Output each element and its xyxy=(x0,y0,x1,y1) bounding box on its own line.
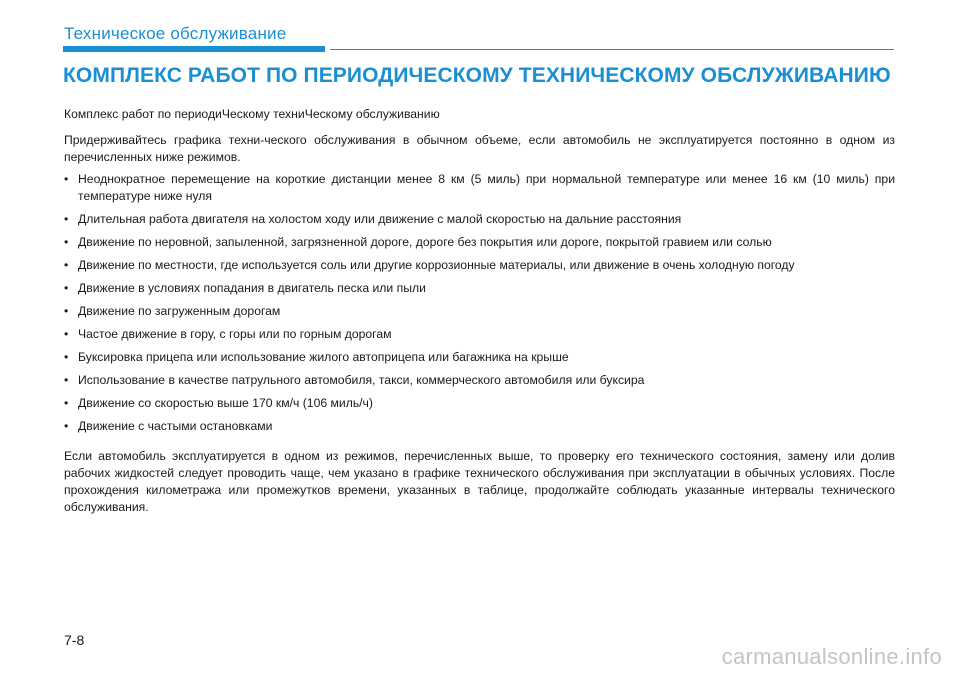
bullet-icon: • xyxy=(64,419,69,433)
bullet-icon: • xyxy=(64,373,69,387)
watermark: carmanualsonline.info xyxy=(721,644,942,669)
bullet-icon: • xyxy=(64,350,69,364)
list-item xyxy=(64,395,895,412)
list-item xyxy=(64,372,895,389)
list-item xyxy=(64,211,895,228)
bullet-icon: • xyxy=(64,281,69,295)
list-item xyxy=(64,303,895,320)
bullet-icon: • xyxy=(64,327,69,341)
bullet-icon: • xyxy=(64,235,69,249)
list-item-text: Неоднократное перемещение на короткие дистанции менее 8 км (5 миль) при нормальной температуре или менее 16 км (10 миль) при температуре ниже нуля xyxy=(78,172,895,203)
list-item xyxy=(64,257,895,274)
chapter-title: Техническое обслуживание xyxy=(64,24,287,43)
header-rule-thin xyxy=(330,49,894,50)
bullet-icon: • xyxy=(64,212,69,226)
bullet-icon: • xyxy=(64,304,69,318)
intro-paragraph: Придерживайтесь графика техни-ческого обслуживания в обычном объеме, если автомобиль не эксплуатируется постоянно в одном из перечисленных ниже режимов. xyxy=(64,133,895,164)
list-item-text: Движение со скоростью выше 170 км/ч (106 миль/ч) xyxy=(78,396,373,410)
subheading: Комплекс работ по периодиЧескому техниЧескому обслуживанию xyxy=(64,107,440,121)
list-item xyxy=(64,234,895,251)
list-item-text: Движение в условиях попадания в двигатель песка или пыли xyxy=(78,281,426,295)
list-item-text: Длительная работа двигателя на холостом ходу или движение с малой скоростью на дальние расстояния xyxy=(78,212,682,226)
list-item-text: Движение по загруженным дорогам xyxy=(78,304,281,318)
list-item xyxy=(64,326,895,343)
bullet-icon: • xyxy=(64,258,69,272)
page-number: 7-8 xyxy=(64,632,85,648)
list-item xyxy=(64,280,895,297)
header-rule-thick xyxy=(63,46,325,52)
list-item xyxy=(64,171,895,205)
list-item-text: Движение с частыми остановками xyxy=(78,419,273,433)
section-body xyxy=(64,106,895,516)
list-item-text: Движение по неровной, запыленной, загрязненной дороге, дороге без покрытия или дороге, покрытой гравием или солью xyxy=(78,235,772,249)
list-item-text: Буксировка прицепа или использование жилого автоприцепа или багажника на крыше xyxy=(78,350,569,364)
conditions-list xyxy=(64,171,895,435)
closing-paragraph: Если автомобиль эксплуатируется в одном из режимов, перечисленных выше, то проверку его технического состояния, замену или долив рабочих жидкостей следует проводить чаще, чем указано в графике технического обслуживания при эксплуатации в обычных условиях. После прохождения километража или промежутков времени, указанных в таблице, продолжайте соблюдать указанные интервалы технического обслуживания. xyxy=(64,449,895,514)
list-item-text: Движение по местности, где используется соль или другие коррозионные материалы, или движение в очень холодную погоду xyxy=(78,258,795,272)
list-item-text: Использование в качестве патрульного автомобиля, такси, коммерческого автомобиля или буксира xyxy=(78,373,645,387)
section-title: КОМПЛЕКС РАБОТ ПО ПЕРИОДИЧЕСКОМУ ТЕХНИЧЕСКОМУ ОБСЛУЖИВАНИЮ xyxy=(63,64,891,87)
list-item xyxy=(64,349,895,366)
bullet-icon: • xyxy=(64,172,69,186)
list-item xyxy=(64,418,895,435)
list-item-text: Частое движение в гору, с горы или по горным дорогам xyxy=(78,327,392,341)
bullet-icon: • xyxy=(64,396,69,410)
